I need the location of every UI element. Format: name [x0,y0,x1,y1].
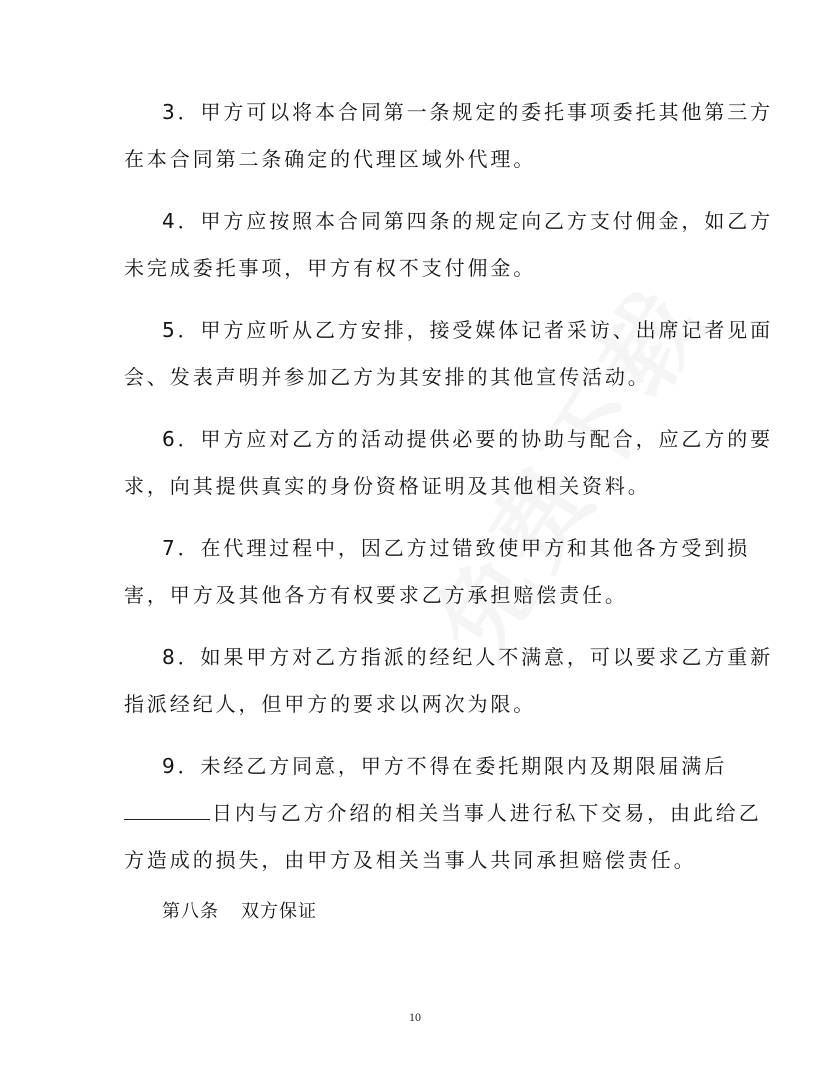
paragraph-9-line-3: 方造成的损失，由甲方及相关当事人共同承担赔偿责任。 [124,848,697,872]
paragraph-9-line-2-text: 日内与乙方介绍的相关当事人进行私下交易，由此给乙 [212,801,762,825]
fill-in-blank [124,801,210,820]
paragraph-3-line-1: 3．甲方可以将本合同第一条规定的委托事项委托其他第三方 [162,100,774,124]
paragraph-6-line-2: 求，向其提供真实的身份资格证明及其他相关资料。 [124,474,651,498]
section-title: 双方保证 [241,901,317,922]
page-number: 10 [409,1010,421,1024]
paragraph-7-line-1: 7．在代理过程中，因乙方过错致使甲方和其他各方受到损 [162,536,751,560]
paragraph-4-line-1: 4．甲方应按照本合同第四条的规定向乙方支付佣金，如乙方 [162,209,774,233]
paragraph-5-line-1: 5．甲方应听从乙方安排，接受媒体记者采访、出席记者见面 [162,318,774,342]
paragraph-9-line-2 [124,799,762,827]
section-heading [162,898,317,926]
paragraph-9-line-1: 9．未经乙方同意，甲方不得在委托期限内及期限届满后 [162,754,728,778]
paragraph-3-line-2: 在本合同第二条确定的代理区域外代理。 [124,147,537,171]
paragraph-4-line-2: 未完成委托事项，甲方有权不支付佣金。 [124,256,537,280]
paragraph-6-line-1: 6．甲方应对乙方的活动提供必要的协助与配合，应乙方的要 [162,427,774,451]
paragraph-5-line-2: 会、发表声明并参加乙方为其安排的其他宣传活动。 [124,365,651,389]
paragraph-7-line-2: 害，甲方及其他各方有权要求乙方承担赔偿责任。 [124,583,628,607]
section-number: 第八条 [162,901,219,922]
paragraph-8-line-2: 指派经纪人，但甲方的要求以两次为限。 [124,692,537,716]
paragraph-8-line-1: 8．如果甲方对乙方指派的经纪人不满意，可以要求乙方重新 [162,645,774,669]
